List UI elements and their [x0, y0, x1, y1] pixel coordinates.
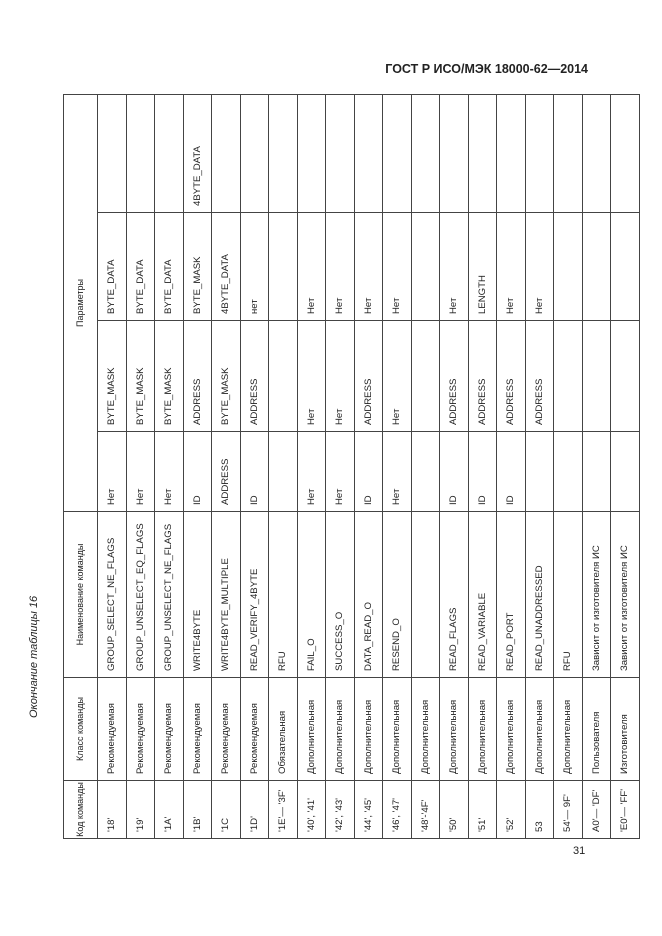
table-row: [269, 94, 298, 838]
cell-param-4: [240, 94, 269, 212]
cell-class: Дополнительная: [525, 678, 554, 781]
document-header: ГОСТ Р ИСО/МЭК 18000-62—2014: [385, 62, 588, 76]
cell-param-1: Нет: [98, 432, 127, 512]
cell-param-1: ID: [468, 432, 497, 512]
cell-class: Дополнительная: [326, 678, 355, 781]
cell-param-2: BYTE_MASK: [98, 321, 127, 432]
cell-param-4: [212, 94, 241, 212]
table-row: [98, 94, 127, 838]
cell-class: Рекомендуемая: [126, 678, 155, 781]
cell-param-4: [411, 94, 440, 212]
table-row: [411, 94, 440, 838]
cell-name: Зависит от изготовителя ИС: [582, 512, 611, 678]
cell-code: '50': [440, 781, 469, 839]
table-row: [240, 94, 269, 838]
cell-class: Рекомендуемая: [240, 678, 269, 781]
cell-param-4: [525, 94, 554, 212]
cell-param-1: ID: [497, 432, 526, 512]
table-row: [126, 94, 155, 838]
cell-name: WRITE4BYTE_MULTIPLE: [212, 512, 241, 678]
cell-param-4: [326, 94, 355, 212]
cell-param-2: BYTE_MASK: [126, 321, 155, 432]
cell-param-2: [269, 321, 298, 432]
cell-name: RFU: [269, 512, 298, 678]
cell-param-1: [582, 432, 611, 512]
cell-name: RFU: [554, 512, 583, 678]
cell-param-3: [554, 213, 583, 321]
cell-param-4: 4BYTE_DATA: [183, 94, 212, 212]
cell-param-2: ADDRESS: [240, 321, 269, 432]
header-params: Параметры: [64, 94, 98, 511]
cell-param-2: ADDRESS: [183, 321, 212, 432]
cell-param-4: [155, 94, 184, 212]
cell-param-3: Нет: [354, 213, 383, 321]
cell-param-4: [611, 94, 640, 212]
cell-param-4: [440, 94, 469, 212]
table-row: [326, 94, 355, 838]
cell-param-2: ADDRESS: [440, 321, 469, 432]
cell-code: '18': [98, 781, 127, 839]
cell-code: '19': [126, 781, 155, 839]
cell-name: Зависит от изготовителя ИС: [611, 512, 640, 678]
cell-param-2: [582, 321, 611, 432]
cell-param-1: [525, 432, 554, 512]
cell-param-2: [411, 321, 440, 432]
cell-code: 53: [525, 781, 554, 839]
cell-param-1: [269, 432, 298, 512]
cell-class: Рекомендуемая: [98, 678, 127, 781]
cell-name: SUCCESS_O: [326, 512, 355, 678]
cell-param-1: ID: [440, 432, 469, 512]
cell-param-3: BYTE_DATA: [126, 213, 155, 321]
cell-name: DATA_READ_O: [354, 512, 383, 678]
cell-code: '52': [497, 781, 526, 839]
cell-param-3: [269, 213, 298, 321]
cell-param-1: Нет: [326, 432, 355, 512]
cell-param-2: BYTE_MASK: [212, 321, 241, 432]
cell-param-2: [611, 321, 640, 432]
cell-code: '44', '45': [354, 781, 383, 839]
cell-param-4: [297, 94, 326, 212]
table-caption: Окончание таблицы 16: [28, 595, 40, 718]
table-row: [468, 94, 497, 838]
table-row: [383, 94, 412, 838]
cell-code: '51': [468, 781, 497, 839]
command-table-wrapper: [63, 95, 631, 839]
cell-name: WRITE4BYTE: [183, 512, 212, 678]
cell-param-2: ADDRESS: [497, 321, 526, 432]
cell-code: '1E'— '3F': [269, 781, 298, 839]
cell-param-4: [269, 94, 298, 212]
cell-param-2: BYTE_MASK: [155, 321, 184, 432]
cell-class: Дополнительная: [554, 678, 583, 781]
table-row: [212, 94, 241, 838]
cell-name: READ_FLAGS: [440, 512, 469, 678]
cell-param-1: ID: [240, 432, 269, 512]
cell-param-2: ADDRESS: [525, 321, 554, 432]
cell-param-4: [468, 94, 497, 212]
cell-name: GROUP_UNSELECT_NE_FLAGS: [155, 512, 184, 678]
cell-code: '1A': [155, 781, 184, 839]
cell-code: A0'— 'DF': [582, 781, 611, 839]
table-row: [525, 94, 554, 838]
cell-name: GROUP_UNSELECT_EQ_FLAGS: [126, 512, 155, 678]
page-number: 31: [573, 845, 586, 857]
cell-class: Пользователя: [582, 678, 611, 781]
cell-code: '1B': [183, 781, 212, 839]
cell-param-1: Нет: [297, 432, 326, 512]
cell-class: Дополнительная: [411, 678, 440, 781]
cell-param-1: Нет: [383, 432, 412, 512]
cell-param-3: [611, 213, 640, 321]
cell-class: Дополнительная: [497, 678, 526, 781]
table-row: [554, 94, 583, 838]
cell-param-3: Нет: [525, 213, 554, 321]
cell-code: '42', '43': [326, 781, 355, 839]
cell-name: RESEND_O: [383, 512, 412, 678]
header-name: Наименование команды: [64, 512, 98, 678]
cell-name: READ_UNADDRESSED: [525, 512, 554, 678]
cell-code: '1D': [240, 781, 269, 839]
cell-param-2: Нет: [326, 321, 355, 432]
cell-name: FAIL_O: [297, 512, 326, 678]
cell-param-4: [98, 94, 127, 212]
table-row: [611, 94, 640, 838]
cell-param-4: [554, 94, 583, 212]
cell-class: Дополнительная: [297, 678, 326, 781]
cell-code: 'E0'— 'FF': [611, 781, 640, 839]
table-row: [297, 94, 326, 838]
cell-param-4: [383, 94, 412, 212]
cell-class: Дополнительная: [354, 678, 383, 781]
cell-code: 54'— 9F': [554, 781, 583, 839]
cell-code: '46', '47': [383, 781, 412, 839]
cell-param-3: BYTE_DATA: [155, 213, 184, 321]
cell-class: Рекомендуемая: [212, 678, 241, 781]
cell-class: Дополнительная: [440, 678, 469, 781]
cell-param-1: ID: [354, 432, 383, 512]
header-code: Код команды: [64, 781, 98, 839]
cell-param-2: ADDRESS: [354, 321, 383, 432]
cell-param-3: [582, 213, 611, 321]
cell-param-3: LENGTH: [468, 213, 497, 321]
cell-param-2: [554, 321, 583, 432]
cell-param-3: Нет: [497, 213, 526, 321]
cell-name: READ_VERIFY_4BYTE: [240, 512, 269, 678]
cell-name: READ_PORT: [497, 512, 526, 678]
cell-class: Дополнительная: [468, 678, 497, 781]
cell-class: Рекомендуемая: [183, 678, 212, 781]
cell-param-1: ID: [183, 432, 212, 512]
cell-class: Обязательная: [269, 678, 298, 781]
table-row: [354, 94, 383, 838]
table-row: [582, 94, 611, 838]
cell-code: '40', '41': [297, 781, 326, 839]
cell-param-3: 4BYTE_DATA: [212, 213, 241, 321]
cell-param-3: нет: [240, 213, 269, 321]
table-row: [183, 94, 212, 838]
cell-name: GROUP_SELECT_NE_FLAGS: [98, 512, 127, 678]
cell-param-4: [354, 94, 383, 212]
cell-param-3: Нет: [297, 213, 326, 321]
cell-param-2: Нет: [383, 321, 412, 432]
table-row: [155, 94, 184, 838]
table-header-row: [64, 94, 98, 838]
command-table: [63, 94, 640, 839]
cell-param-3: Нет: [326, 213, 355, 321]
cell-param-4: [497, 94, 526, 212]
cell-param-3: BYTE_DATA: [98, 213, 127, 321]
table-row: [440, 94, 469, 838]
cell-param-3: Нет: [440, 213, 469, 321]
cell-param-1: ADDRESS: [212, 432, 241, 512]
cell-code: '48'-'4F': [411, 781, 440, 839]
cell-param-1: [411, 432, 440, 512]
table-row: [497, 94, 526, 838]
cell-param-1: [611, 432, 640, 512]
cell-name: READ_VARIABLE: [468, 512, 497, 678]
cell-param-2: ADDRESS: [468, 321, 497, 432]
cell-param-3: [411, 213, 440, 321]
cell-name: [411, 512, 440, 678]
cell-param-3: Нет: [383, 213, 412, 321]
cell-param-1: Нет: [126, 432, 155, 512]
cell-code: '1C: [212, 781, 241, 839]
cell-param-4: [582, 94, 611, 212]
header-class: Класс команды: [64, 678, 98, 781]
cell-class: Рекомендуемая: [155, 678, 184, 781]
cell-class: Изготовителя: [611, 678, 640, 781]
cell-param-4: [126, 94, 155, 212]
cell-class: Дополнительная: [383, 678, 412, 781]
cell-param-1: Нет: [155, 432, 184, 512]
cell-param-2: Нет: [297, 321, 326, 432]
cell-param-1: [554, 432, 583, 512]
cell-param-3: BYTE_MASK: [183, 213, 212, 321]
